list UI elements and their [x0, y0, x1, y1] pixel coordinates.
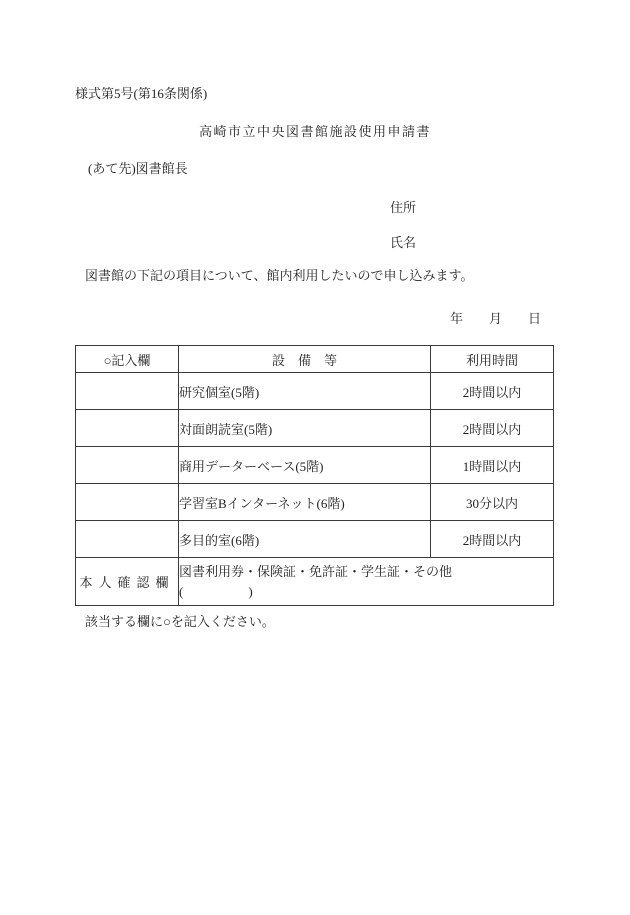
- facility-cell: 対面朗読室(5階): [179, 410, 431, 447]
- entry-column-header: ○記入欄: [76, 346, 179, 373]
- table-row: [76, 521, 554, 558]
- identity-documents-line1: 図書利用券・保険証・免許証・学生証・その他: [179, 564, 453, 579]
- identity-documents-line2: ( ): [179, 583, 253, 599]
- month-label: 月: [489, 311, 503, 326]
- time-cell: 2時間以内: [431, 521, 554, 558]
- facility-cell: 研究個室(5階): [179, 373, 431, 410]
- facility-cell: 多目的室(6階): [179, 521, 431, 558]
- page-title: 高崎市立中央図書館施設使用申請書: [198, 124, 431, 139]
- time-cell: 30分以内: [431, 484, 554, 521]
- entry-cell: [76, 484, 179, 521]
- identity-check-row: [76, 558, 554, 606]
- table-header-row: [76, 346, 554, 373]
- name-label: 氏名: [390, 235, 417, 250]
- time-column-header: 利用時間: [431, 346, 554, 373]
- address-label: 住所: [390, 200, 417, 215]
- facility-cell: 商用データーベース(5階): [179, 447, 431, 484]
- table-row: [76, 410, 554, 447]
- table-row: [76, 373, 554, 410]
- table-row: [76, 447, 554, 484]
- application-statement: 図書館の下記の項目について、館内利用したいので申し込みます。: [85, 268, 474, 283]
- time-cell: 2時間以内: [431, 410, 554, 447]
- identity-documents-cell: [179, 558, 554, 606]
- form-number: 様式第5号(第16条関係): [75, 86, 208, 101]
- day-label: 日: [528, 311, 542, 326]
- instruction-note: 該当する欄に○を記入ください。: [85, 614, 275, 629]
- entry-cell: [76, 410, 179, 447]
- entry-cell: [76, 373, 179, 410]
- year-label: 年: [450, 311, 464, 326]
- entry-cell: [76, 447, 179, 484]
- table-row: [76, 484, 554, 521]
- identity-check-label-cell: 本人確認欄: [76, 558, 179, 606]
- facilities-table: [75, 345, 554, 606]
- addressee-line: (あて先)図書館長: [88, 161, 188, 176]
- time-cell: 1時間以内: [431, 447, 554, 484]
- entry-cell: [76, 521, 179, 558]
- time-cell: 2時間以内: [431, 373, 554, 410]
- date-line: [450, 308, 541, 327]
- facility-cell: 学習室Bインターネット(6階): [179, 484, 431, 521]
- facility-column-header: 設 備 等: [179, 346, 431, 373]
